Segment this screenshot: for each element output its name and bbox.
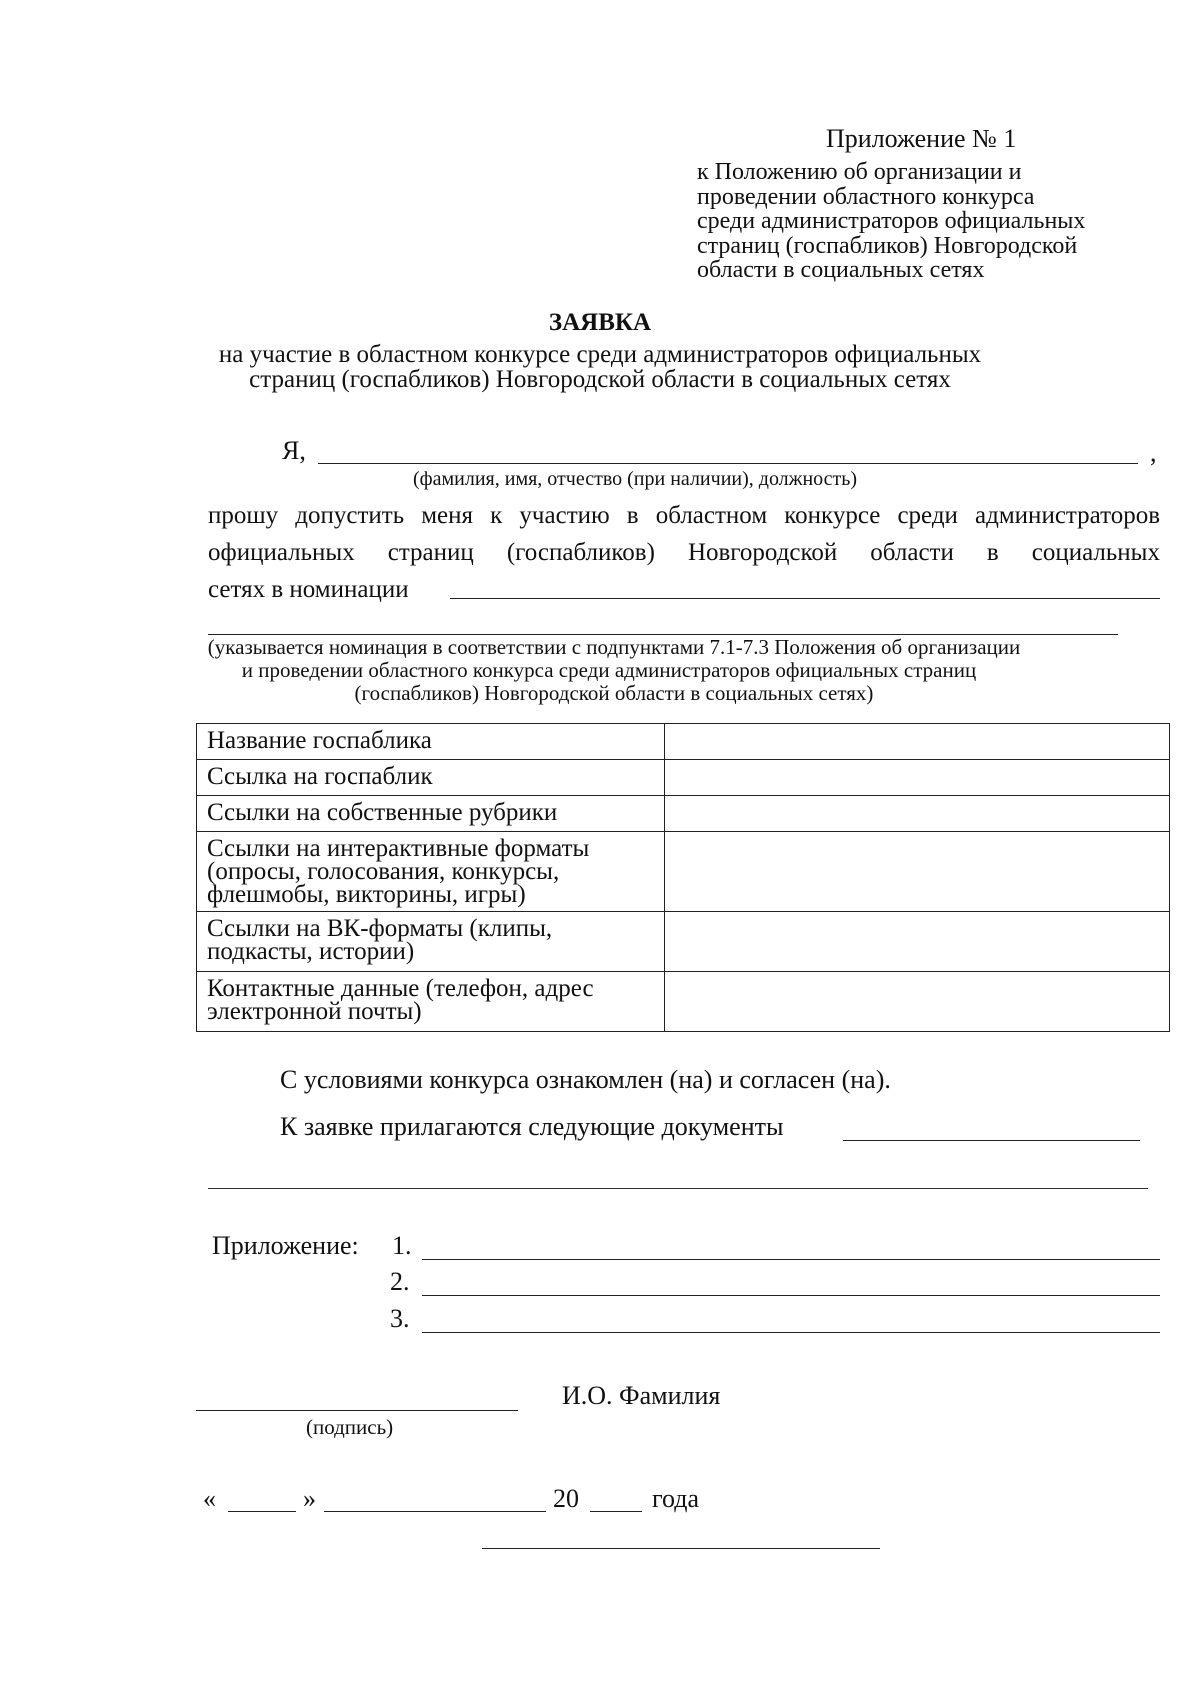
table-row xyxy=(197,724,1170,760)
public-page-info-table xyxy=(196,723,1170,1032)
row-label-line: электронной почты) xyxy=(207,998,422,1025)
table-row xyxy=(197,832,1170,912)
nomination-field[interactable] xyxy=(450,598,1160,599)
row-label-line: Название госпаблика xyxy=(207,727,432,754)
row-label xyxy=(197,760,665,796)
signature-field[interactable] xyxy=(196,1410,518,1411)
appendix-ref-line: проведении областного конкурса xyxy=(697,183,1035,210)
row-value[interactable] xyxy=(665,724,1170,760)
row-label-line: Ссылки на ВК-форматы (клипы, xyxy=(207,915,553,942)
row-label-line: Контактные данные (телефон, адрес xyxy=(207,975,594,1002)
appendix-ref-line: области в социальных сетях xyxy=(697,257,985,283)
row-label-line: Ссылка на госпаблик xyxy=(207,763,433,790)
bottom-signature-line[interactable] xyxy=(482,1548,880,1549)
word: в xyxy=(986,539,999,566)
attachment-field-2[interactable] xyxy=(422,1295,1160,1296)
date-century: 20 xyxy=(553,1484,579,1513)
document-title: ЗАЯВКА xyxy=(548,309,652,336)
nomination-note-line: (госпабликов) Новгородской области в социальных сетях) xyxy=(354,681,874,705)
request-line-2 xyxy=(208,534,1160,571)
attachment-field-1[interactable] xyxy=(422,1259,1160,1260)
word: (госпабликов) xyxy=(506,539,655,566)
row-label-line: Ссылки на собственные рубрики xyxy=(207,799,558,826)
subtitle-line: на участие в областном конкурсе среди администраторов официальных xyxy=(218,341,982,368)
date-day-field[interactable] xyxy=(228,1511,296,1512)
appendix-reference xyxy=(697,160,1085,283)
date-close-quote: » xyxy=(303,1484,316,1513)
word: областном xyxy=(655,502,768,529)
word: официальных xyxy=(208,539,355,566)
row-label-line: (опросы, голосования, конкурсы, xyxy=(207,858,560,885)
row-value[interactable] xyxy=(665,912,1170,972)
applicant-prefix: Я, xyxy=(282,436,306,465)
row-value[interactable] xyxy=(665,972,1170,1032)
word: конкурсе xyxy=(784,502,881,529)
appendix-number: Приложение № 1 xyxy=(826,124,1017,153)
row-value[interactable] xyxy=(665,796,1170,832)
row-label xyxy=(197,972,665,1032)
documents-label: К заявке прилагаются следующие документы xyxy=(280,1112,784,1141)
word: допустить xyxy=(295,502,405,529)
word: к xyxy=(490,502,503,529)
row-label-line: Ссылки на интерактивные форматы xyxy=(207,835,590,862)
word: в xyxy=(626,502,639,529)
attachments-label: Приложение: xyxy=(212,1231,359,1260)
signature-caption: (подпись) xyxy=(306,1415,394,1439)
applicant-name-field[interactable] xyxy=(318,463,1138,464)
document-subtitle xyxy=(0,342,1200,392)
word: меня xyxy=(421,502,474,529)
agreement-statement: С условиями конкурса ознакомлен (на) и согласен (на). xyxy=(280,1065,891,1094)
date-month-field[interactable] xyxy=(324,1511,546,1512)
documents-field-continued[interactable] xyxy=(208,1188,1148,1189)
word: прошу xyxy=(208,502,279,529)
request-paragraph xyxy=(208,497,1160,608)
applicant-suffix: , xyxy=(1150,438,1157,467)
row-label xyxy=(197,832,665,912)
nomination-note-line: и проведении областного конкурса среди администраторов официальных страниц xyxy=(241,658,977,682)
word: Новгородской xyxy=(687,539,838,566)
table-row xyxy=(197,972,1170,1032)
word: среди xyxy=(897,502,958,529)
applicant-caption: (фамилия, имя, отчество (при наличии), должность) xyxy=(413,468,858,490)
row-value[interactable] xyxy=(665,832,1170,912)
row-label-line: подкасты, истории) xyxy=(207,938,415,965)
table-row xyxy=(197,796,1170,832)
word: страниц xyxy=(387,539,474,566)
word: области xyxy=(870,539,954,566)
request-line-3: сетях в номинации xyxy=(208,576,409,603)
request-line-1 xyxy=(208,497,1160,534)
date-open-quote: « xyxy=(203,1484,216,1513)
table-row xyxy=(197,912,1170,972)
row-label-line: флешмобы, викторины, игры) xyxy=(207,881,526,908)
attachment-number: 2. xyxy=(390,1267,410,1296)
date-year-word: года xyxy=(652,1484,700,1513)
appendix-ref-line: к Положению об организации и xyxy=(697,159,1022,185)
subtitle-line: страниц (госпабликов) Новгородской области в социальных сетях xyxy=(249,366,951,393)
appendix-ref-line: среди администраторов официальных xyxy=(697,208,1086,234)
word: администраторов xyxy=(975,502,1160,529)
nomination-note xyxy=(0,636,1200,705)
documents-field[interactable] xyxy=(843,1140,1140,1141)
signatory-name: И.О. Фамилия xyxy=(562,1381,721,1410)
attachment-number: 1. xyxy=(392,1231,412,1260)
row-label xyxy=(197,912,665,972)
nomination-note-line: (указывается номинация в соответствии с подпунктами 7.1-7.3 Положения об организации xyxy=(207,635,1021,659)
row-value[interactable] xyxy=(665,760,1170,796)
table-row xyxy=(197,760,1170,796)
row-label xyxy=(197,724,665,760)
word: социальных xyxy=(1031,539,1160,566)
date-year-field[interactable] xyxy=(590,1511,642,1512)
word: участию xyxy=(519,502,610,529)
row-label xyxy=(197,796,665,832)
appendix-ref-line: страниц (госпабликов) Новгородской xyxy=(697,232,1078,259)
attachment-field-3[interactable] xyxy=(422,1332,1160,1333)
attachment-number: 3. xyxy=(390,1304,410,1333)
